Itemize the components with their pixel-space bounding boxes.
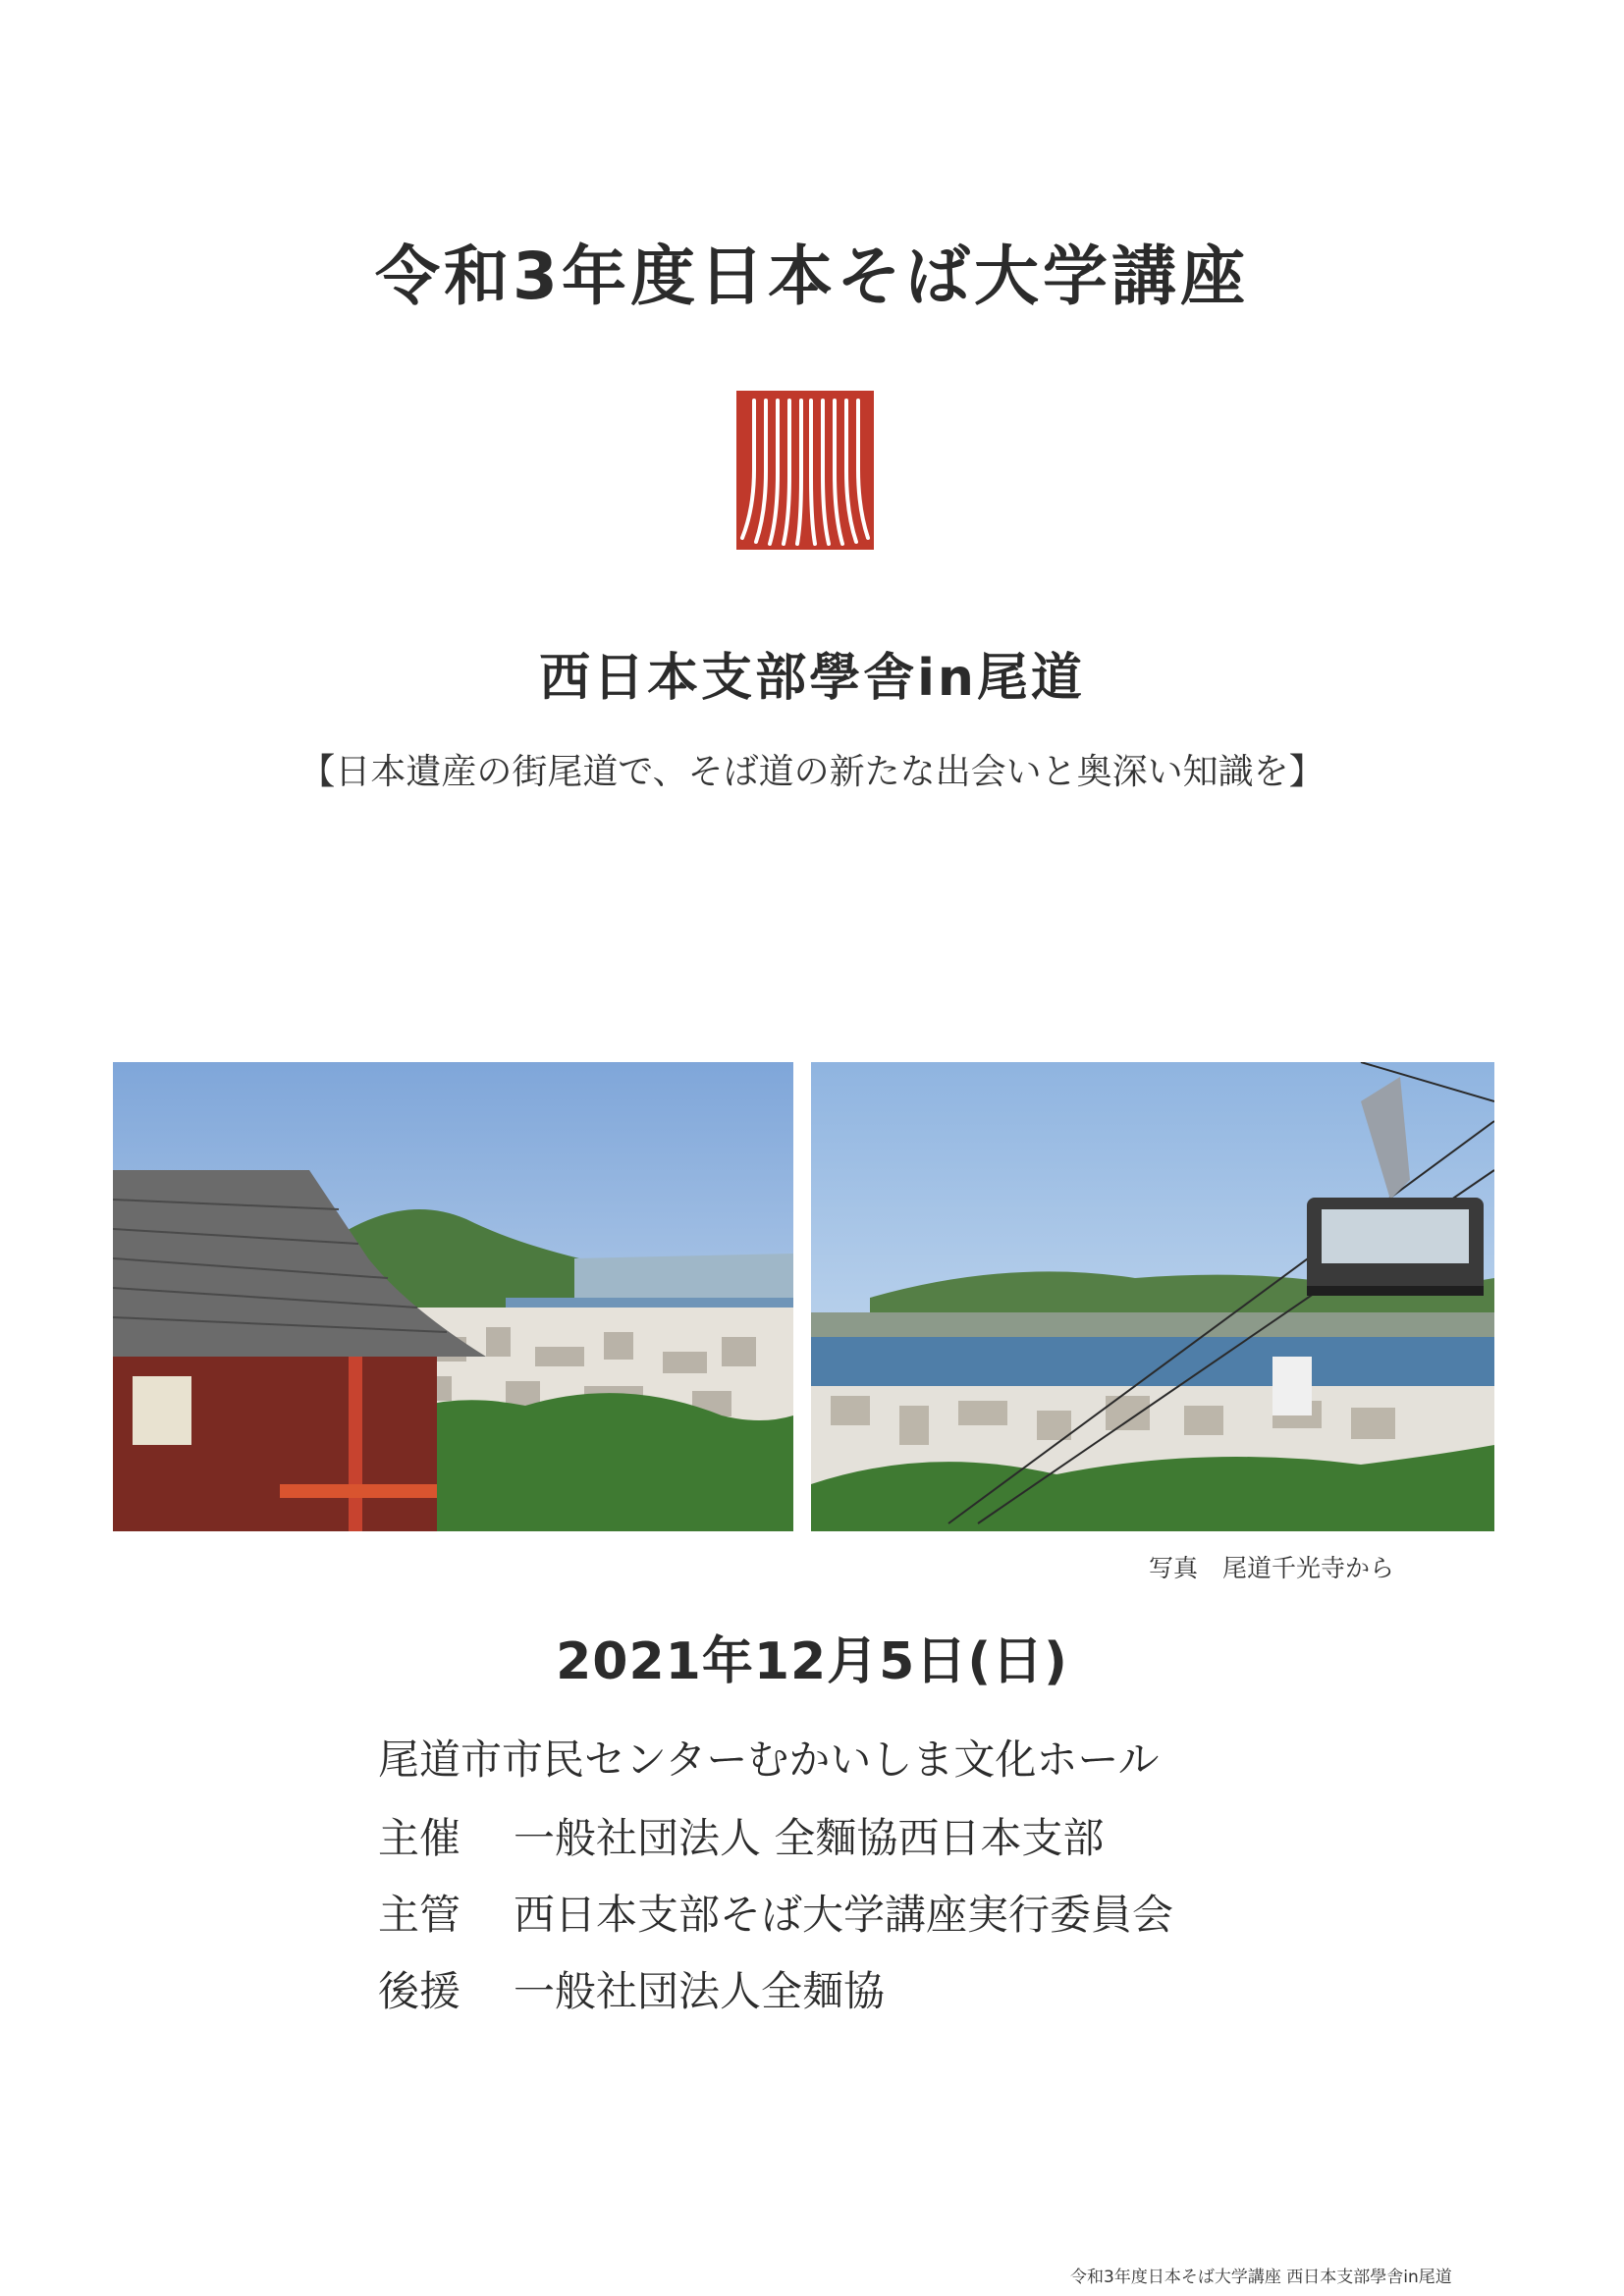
organizer-value: 一般社団法人 全麵協西日本支部 <box>514 1814 1105 1862</box>
main-title: 令和3年度日本そば大学講座 <box>375 239 1249 314</box>
event-date: 2021年12月5日(日) <box>556 1632 1068 1691</box>
subtitle: 西日本支部學舎in尾道 <box>539 649 1085 708</box>
photo-caption: 写真 尾道千光寺から <box>1149 1554 1395 1582</box>
organizer-value: 一般社団法人全麺協 <box>514 1967 886 2015</box>
venue: 尾道市市民センターむかいしま文化ホール <box>378 1735 1160 1784</box>
organizer-row-host <box>378 1806 1104 1865</box>
soba-logo-icon <box>736 391 874 550</box>
organizer-label: 主管 <box>378 1891 461 1939</box>
organizer-row-management <box>378 1883 1173 1942</box>
tagline: 【日本遺産の街尾道で、そば道の新たな出会いと奥深い知識を】 <box>299 752 1325 792</box>
organizer-label: 後援 <box>378 1967 461 2015</box>
organizer-label: 主催 <box>378 1814 461 1862</box>
footer-note: 令和3年度日本そば大学講座 西日本支部學舎in尾道 <box>1070 2268 1452 2287</box>
organizer-value: 西日本支部そば大学講座実行委員会 <box>514 1891 1174 1939</box>
temple-town-photo <box>113 1062 793 1531</box>
ropeway-harbor-photo <box>811 1062 1494 1531</box>
organizer-row-support <box>378 1959 885 2018</box>
